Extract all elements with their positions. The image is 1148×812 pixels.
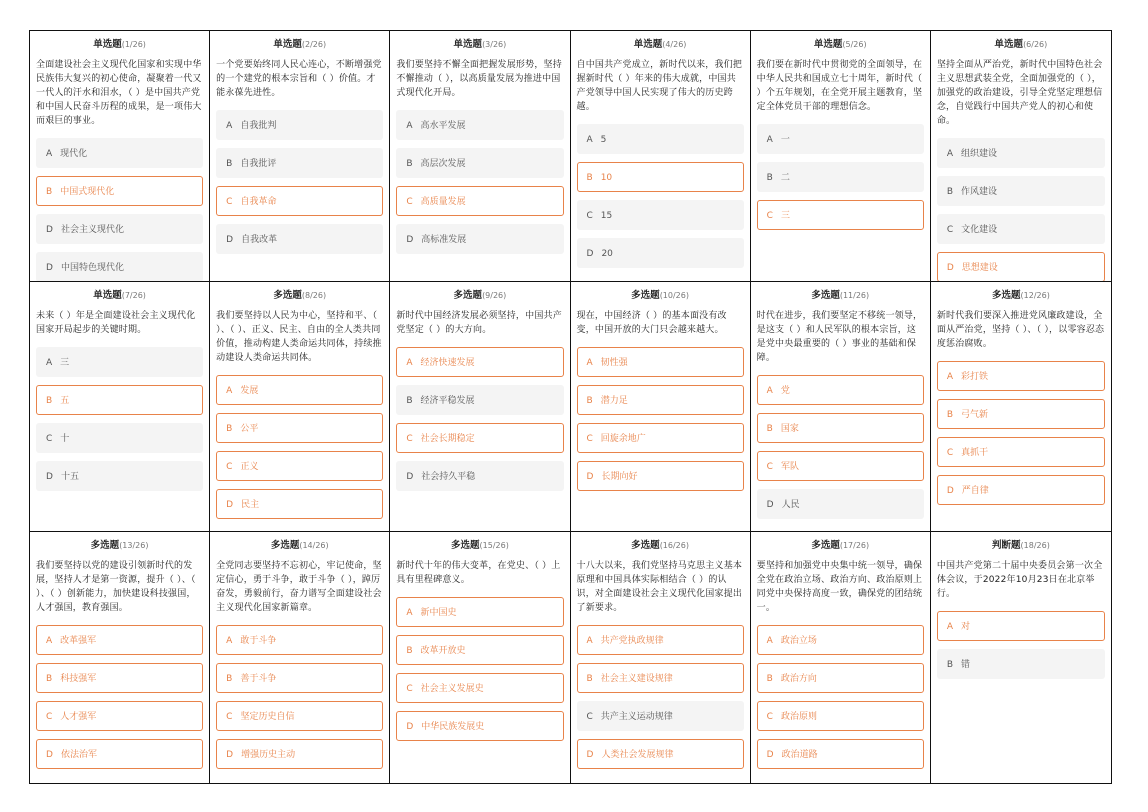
option-text: 三: [60, 357, 70, 368]
answer-option[interactable]: [757, 701, 924, 731]
option-key: A: [586, 357, 593, 368]
option-text: 高标准发展: [421, 235, 467, 245]
question-card: [30, 532, 210, 783]
option-text: 中国特色现代化: [60, 263, 124, 273]
answer-option[interactable]: [216, 186, 383, 216]
option-key: D: [946, 485, 954, 496]
option-text: 社会长期稳定: [420, 433, 475, 444]
answer-option[interactable]: [757, 413, 924, 443]
question-stem: 我们要在新时代中贯彻党的全面领导，在中华人民共和国成立七十周年，新时代（ ）个五年规划，在全党开展主题教育，坚定全体党员干部的理想信念。: [756, 60, 923, 112]
question-type-label: 多选题: [90, 540, 120, 552]
question-type-label: 多选题: [270, 540, 300, 552]
option-key: D: [226, 750, 234, 761]
answer-option[interactable]: [36, 214, 203, 244]
option-text: 十五: [60, 471, 79, 482]
answer-option[interactable]: [396, 224, 563, 254]
question-card: [571, 31, 751, 282]
option-text: 自我革命: [240, 197, 277, 207]
option-text: 三: [780, 211, 790, 221]
question-number: (2/26): [301, 40, 327, 49]
answer-option[interactable]: [937, 252, 1105, 282]
answer-option[interactable]: [396, 385, 563, 415]
answer-option[interactable]: [36, 625, 203, 655]
answer-option[interactable]: [757, 489, 924, 519]
question-number: (11/26): [839, 290, 870, 300]
option-text: 自我批判: [240, 121, 277, 131]
question-type-label: 单选题: [633, 39, 663, 50]
option-text: 依法治军: [60, 750, 97, 761]
answer-option[interactable]: [577, 347, 744, 377]
option-key: B: [586, 674, 593, 685]
option-key: C: [226, 461, 233, 472]
question-card: [390, 31, 570, 282]
question-stem: 新时代我们要深入推进党风廉政建设，全面从严治党，坚持（ ）、（ ），以零容忍态度惩治腐败。: [936, 310, 1105, 349]
option-text: 科技强军: [60, 674, 97, 685]
answer-option[interactable]: [937, 361, 1105, 391]
option-text: 社会主义建设规律: [600, 674, 673, 685]
answer-option[interactable]: [757, 625, 924, 655]
question-stem: 时代在进步，我们要坚定不移统一领导，是这支（ ）和人民军队的根本宗旨，这是党中央最重要的（ ）事业的基础和保障。: [756, 310, 923, 363]
answer-option[interactable]: [577, 663, 744, 693]
question-type-label: 多选题: [811, 289, 840, 301]
option-key: B: [226, 674, 233, 685]
answer-option[interactable]: [216, 148, 383, 178]
option-key: B: [46, 187, 53, 197]
question-type-title: [216, 39, 383, 51]
option-text: 经济平稳发展: [420, 395, 475, 406]
option-text: 政治道路: [781, 750, 818, 761]
option-key: D: [766, 750, 774, 761]
option-key: B: [46, 395, 53, 406]
question-type-title: [36, 540, 203, 552]
question-type-label: 判断题: [992, 540, 1021, 552]
option-text: 社会主义现代化: [60, 225, 124, 235]
question-stem: 一个党要始终同人民心连心，不断增强党的一个建党的根本宗旨和（ ）价值。才能永葆先进性。: [216, 60, 382, 98]
question-type-label: 多选题: [451, 540, 480, 552]
question-stem: 我们要坚持以党的建设引领新时代的发展，坚持人才是第一资源，提升（ ）、（ ）、（ ）创新能力，加快建设科技强国，人才强国，教育强国。: [36, 561, 196, 614]
option-text: 国家: [780, 423, 799, 434]
option-key: A: [46, 357, 53, 368]
question-type-label: 多选题: [631, 540, 660, 552]
question-card: [210, 532, 390, 783]
option-text: 人类社会发展规律: [601, 750, 674, 761]
option-key: C: [46, 433, 53, 444]
option-key: A: [946, 371, 953, 382]
question-type-label: 单选题: [994, 39, 1024, 50]
question-card: [390, 532, 570, 783]
question-type-title: [577, 290, 744, 302]
option-key: C: [226, 712, 233, 723]
option-text: 高质量发展: [420, 197, 466, 207]
question-type-label: 单选题: [813, 39, 843, 50]
question-number: (16/26): [659, 541, 689, 551]
answer-option[interactable]: [937, 138, 1105, 168]
answer-option[interactable]: [577, 385, 744, 415]
question-number: (12/26): [1020, 290, 1050, 300]
question-stem: 十八大以来，我们党坚持马克思主义基本原理和中国具体实际相结合（ ）的认识，对全面建设社会主义现代化国家提出了新要求。: [576, 561, 743, 614]
answer-option[interactable]: [396, 673, 563, 703]
option-key: A: [46, 149, 53, 159]
option-text: 20: [601, 249, 613, 259]
option-key: B: [406, 646, 413, 657]
option-key: D: [46, 263, 53, 273]
question-type-title: [36, 39, 203, 51]
option-text: 政治立场: [780, 636, 817, 647]
option-key: A: [226, 385, 233, 396]
answer-option[interactable]: [577, 238, 744, 268]
option-text: 民主: [241, 499, 260, 510]
answer-option[interactable]: [216, 663, 383, 693]
option-text: 改革强军: [60, 636, 97, 647]
question-stem: 我们要坚持不懈全面把握发展形势，坚持不懈推动（ ），以高质量发展为推进中国式现代化开局。: [396, 60, 562, 98]
answer-option[interactable]: [36, 347, 203, 377]
answer-option[interactable]: [396, 635, 563, 665]
question-card: [30, 31, 210, 282]
answer-option[interactable]: [396, 148, 563, 178]
option-text: 自我批评: [240, 159, 277, 169]
option-key: C: [766, 712, 773, 723]
question-type-title: [396, 39, 563, 51]
option-text: 彩打铁: [961, 371, 989, 382]
option-key: D: [586, 471, 594, 482]
question-type-title: [577, 39, 744, 51]
question-stem: 要坚持和加强党中央集中统一领导，确保全党在政治立场、政治方向、政治原则上同党中央保持高度一致，确保党的团结统一。: [756, 561, 923, 614]
option-key: A: [586, 135, 593, 145]
question-type-title: [216, 290, 383, 302]
answer-option[interactable]: [36, 252, 203, 282]
question-type-label: 多选题: [273, 289, 302, 301]
question-number: (15/26): [479, 541, 509, 551]
question-type-title: [577, 540, 744, 552]
question-card: [571, 282, 751, 533]
option-key: A: [46, 636, 53, 647]
option-text: 潜力足: [600, 395, 628, 406]
option-key: C: [406, 684, 413, 695]
question-type-title: [937, 39, 1105, 51]
option-text: 真抓干: [961, 447, 989, 458]
option-text: 回旋余地广: [600, 433, 646, 444]
answer-option[interactable]: [396, 423, 563, 453]
question-card: [931, 31, 1111, 282]
option-key: C: [766, 211, 773, 221]
question-stem: 坚持全面从严治党，新时代中国特色社会主义思想武装全党，全面加强党的（ ），加强党的政治建设，引导全党坚定理想信念，自觉践行中国共产党人的初心和使命。: [936, 60, 1103, 126]
option-key: A: [226, 636, 233, 647]
option-key: A: [946, 622, 953, 633]
question-stem: 现在，中国经济（ ）的基本面没有改变，中国开放的大门只会越来越大。: [576, 310, 727, 335]
answer-option[interactable]: [216, 451, 383, 481]
question-card: [931, 532, 1111, 783]
option-key: C: [586, 433, 593, 444]
question-number: (9/26): [482, 290, 507, 300]
answer-option[interactable]: [396, 110, 563, 140]
answer-option[interactable]: [937, 649, 1105, 679]
question-number: (18/26): [1020, 541, 1050, 551]
question-card: [390, 282, 570, 533]
option-text: 韧性强: [600, 357, 628, 368]
answer-option[interactable]: [757, 162, 924, 192]
option-key: C: [226, 197, 233, 207]
question-card: [210, 31, 390, 282]
question-type-label: 单选题: [453, 39, 483, 50]
answer-option[interactable]: [577, 461, 744, 491]
question-stem: 未来（ ）年是全面建设社会主义现代化国家开局起步的关键时期。: [36, 310, 196, 335]
question-stem: 我们要坚持以人民为中心，坚持和平、（ ）、（ ）、正义、民主、自由的全人类共同价值，推动构建人类命运共同体，持续推动建设人类命运共同体。: [216, 310, 382, 363]
option-text: 社会持久平稳: [421, 471, 476, 482]
option-text: 敢于斗争: [240, 636, 277, 647]
option-text: 现代化: [60, 149, 88, 159]
question-number: (13/26): [119, 541, 149, 551]
option-text: 五: [60, 395, 70, 406]
answer-option[interactable]: [36, 385, 203, 415]
answer-option[interactable]: [216, 701, 383, 731]
option-text: 十: [60, 433, 70, 444]
answer-option[interactable]: [577, 739, 744, 769]
option-text: 人才强军: [60, 712, 97, 723]
answer-option[interactable]: [577, 701, 744, 731]
question-number: (14/26): [299, 541, 329, 551]
answer-option[interactable]: [216, 224, 383, 254]
answer-option[interactable]: [36, 138, 203, 168]
answer-option[interactable]: [36, 176, 203, 206]
option-text: 改革开放史: [420, 646, 466, 657]
question-card: [751, 31, 931, 282]
question-number: (6/26): [1023, 40, 1048, 49]
option-text: 中国式现代化: [60, 187, 115, 197]
option-text: 严自律: [961, 485, 989, 496]
option-key: D: [226, 499, 234, 510]
question-type-label: 多选题: [811, 540, 840, 552]
option-text: 经济快速发展: [420, 357, 475, 368]
option-key: A: [226, 121, 233, 131]
question-number: (1/26): [121, 40, 146, 49]
option-key: B: [946, 660, 954, 671]
option-text: 10: [600, 173, 613, 183]
answer-option[interactable]: [757, 739, 924, 769]
option-key: A: [946, 149, 953, 159]
question-type-label: 多选题: [453, 289, 483, 301]
option-text: 文化建设: [961, 225, 998, 235]
option-text: 人民: [781, 499, 800, 510]
option-text: 高水平发展: [420, 121, 466, 131]
answer-option[interactable]: [216, 625, 383, 655]
answer-option[interactable]: [577, 162, 744, 192]
answer-option[interactable]: [396, 711, 563, 741]
option-key: D: [46, 471, 53, 482]
option-key: A: [406, 608, 413, 619]
option-key: D: [586, 249, 594, 259]
option-text: 高层次发展: [420, 159, 466, 169]
option-text: 政治原则: [780, 712, 817, 723]
answer-option[interactable]: [216, 489, 383, 519]
option-key: D: [46, 750, 53, 761]
option-text: 长期向好: [601, 471, 638, 482]
option-text: 共产主义运动规律: [600, 712, 673, 723]
option-text: 共产党执政规律: [600, 636, 664, 647]
answer-option[interactable]: [216, 375, 383, 405]
question-number: (5/26): [842, 40, 867, 49]
answer-option[interactable]: [396, 347, 563, 377]
question-type-title: [757, 290, 924, 302]
option-key: D: [406, 471, 414, 482]
option-key: B: [46, 674, 53, 685]
option-key: C: [406, 433, 413, 444]
option-key: D: [406, 235, 414, 245]
question-stem: 新时代中国经济发展必须坚持，中国共产党坚定（ ）的大方向。: [396, 310, 562, 335]
answer-option[interactable]: [937, 611, 1105, 641]
answer-option[interactable]: [396, 186, 563, 216]
option-key: B: [766, 674, 773, 685]
option-key: B: [766, 173, 773, 183]
question-card: [30, 282, 210, 533]
question-number: (7/26): [121, 290, 146, 300]
question-type-title: [937, 290, 1105, 302]
option-text: 二: [780, 173, 790, 183]
option-text: 政治方向: [780, 674, 817, 685]
question-type-title: [757, 540, 924, 552]
option-text: 组织建设: [961, 149, 998, 159]
question-number: (4/26): [662, 40, 687, 49]
option-text: 公平: [240, 423, 259, 434]
answer-option[interactable]: [36, 423, 203, 453]
option-key: A: [766, 636, 773, 647]
option-text: 坚定历史自信: [240, 712, 295, 723]
answer-option[interactable]: [36, 461, 203, 491]
option-key: B: [946, 409, 954, 420]
option-key: D: [946, 263, 954, 273]
question-card: [751, 532, 931, 783]
option-key: C: [946, 447, 954, 458]
option-text: 思想建设: [961, 263, 998, 273]
answer-option[interactable]: [937, 475, 1105, 505]
option-text: 对: [961, 622, 971, 633]
answer-option[interactable]: [937, 437, 1105, 467]
option-text: 正义: [240, 461, 259, 472]
option-key: B: [586, 173, 593, 183]
option-key: C: [766, 461, 773, 472]
answer-option[interactable]: [937, 399, 1105, 429]
option-text: 新中国史: [420, 608, 457, 619]
option-key: C: [46, 712, 53, 723]
option-text: 作风建设: [961, 187, 998, 197]
answer-option[interactable]: [937, 214, 1105, 244]
answer-option[interactable]: [216, 413, 383, 443]
option-key: B: [766, 423, 773, 434]
answer-option[interactable]: [36, 739, 203, 769]
option-text: 增强历史主动: [241, 750, 296, 761]
question-type-title: [937, 540, 1105, 552]
option-key: A: [406, 121, 413, 131]
option-text: 善于斗争: [240, 674, 277, 685]
answer-option[interactable]: [577, 423, 744, 453]
question-stem: 全面建设社会主义现代化国家和实现中华民族伟大复兴的初心使命，凝聚着一代又一代人的汗水和泪水，（ ）是中国共产党和中国人民奋斗历程的成果，是一项伟大而艰巨的事业。: [36, 60, 202, 126]
question-stem: 新时代十年的伟大变革，在党史、（ ）上具有里程碑意义。: [396, 561, 561, 586]
option-key: D: [406, 722, 414, 733]
answer-option[interactable]: [396, 597, 563, 627]
option-text: 社会主义发展史: [420, 684, 484, 695]
option-text: 军队: [780, 461, 799, 472]
option-key: D: [226, 235, 234, 245]
question-number: (8/26): [301, 290, 327, 300]
question-stem: 中国共产党第二十届中央委员会第一次全体会议，于2022年10月23日在北京举行。: [936, 561, 1103, 600]
answer-option[interactable]: [757, 451, 924, 481]
exam-sheet: [29, 30, 1112, 784]
question-type-title: [216, 540, 383, 552]
question-card: [751, 282, 931, 533]
answer-option[interactable]: [937, 176, 1105, 206]
option-key: A: [766, 385, 773, 396]
option-text: 发展: [240, 385, 259, 396]
answer-option[interactable]: [577, 124, 744, 154]
option-key: A: [406, 357, 413, 368]
option-key: A: [766, 135, 773, 145]
question-type-label: 多选题: [631, 289, 660, 301]
question-stem: 全党同志要坚持不忘初心，牢记使命，坚定信心，勇于斗争，敢于斗争（ ），踔厉奋发，勇毅前行，奋力谱写全面建设社会主义现代化国家新篇章。: [216, 561, 382, 614]
option-key: C: [586, 712, 593, 723]
option-text: 党: [780, 385, 790, 396]
option-key: D: [586, 750, 594, 761]
option-key: D: [46, 225, 53, 235]
question-type-label: 单选题: [93, 39, 122, 50]
option-key: C: [406, 197, 413, 207]
question-type-label: 单选题: [273, 39, 302, 50]
option-key: B: [586, 395, 593, 406]
option-text: 一: [780, 135, 790, 145]
question-type-title: [396, 540, 563, 552]
question-type-title: [396, 290, 563, 302]
answer-option[interactable]: [36, 663, 203, 693]
answer-option[interactable]: [396, 461, 563, 491]
question-card: [571, 532, 751, 783]
option-key: B: [226, 159, 233, 169]
question-type-label: 单选题: [93, 289, 122, 301]
question-type-label: 多选题: [992, 289, 1021, 301]
answer-option[interactable]: [216, 739, 383, 769]
question-stem: 自中国共产党成立，新时代以来，我们把握新时代（ ）年来的伟大成就，中国共产党领导中国人民实现了伟大的历史跨越。: [576, 60, 743, 112]
question-type-title: [757, 39, 924, 51]
answer-option[interactable]: [36, 701, 203, 731]
answer-option[interactable]: [216, 110, 383, 140]
option-text: 15: [600, 211, 613, 221]
question-number: (10/26): [659, 290, 689, 300]
answer-option[interactable]: [757, 663, 924, 693]
option-text: 5: [600, 135, 607, 145]
option-key: B: [406, 395, 413, 406]
option-key: C: [946, 225, 954, 235]
question-number: (17/26): [839, 541, 870, 551]
answer-option[interactable]: [577, 200, 744, 230]
option-text: 弓气新: [961, 409, 989, 420]
answer-option[interactable]: [757, 200, 924, 230]
option-text: 自我改革: [241, 235, 278, 245]
question-card: [210, 282, 390, 533]
answer-option[interactable]: [757, 124, 924, 154]
option-text: 错: [961, 660, 971, 671]
option-key: A: [586, 636, 593, 647]
option-key: B: [946, 187, 954, 197]
question-number: (3/26): [482, 40, 507, 49]
question-type-title: [36, 290, 203, 302]
option-key: D: [766, 499, 774, 510]
option-text: 中华民族发展史: [421, 722, 485, 733]
answer-option[interactable]: [577, 625, 744, 655]
option-key: C: [586, 211, 593, 221]
option-key: B: [406, 159, 413, 169]
answer-option[interactable]: [757, 375, 924, 405]
option-key: B: [226, 423, 233, 434]
question-card: [931, 282, 1111, 533]
